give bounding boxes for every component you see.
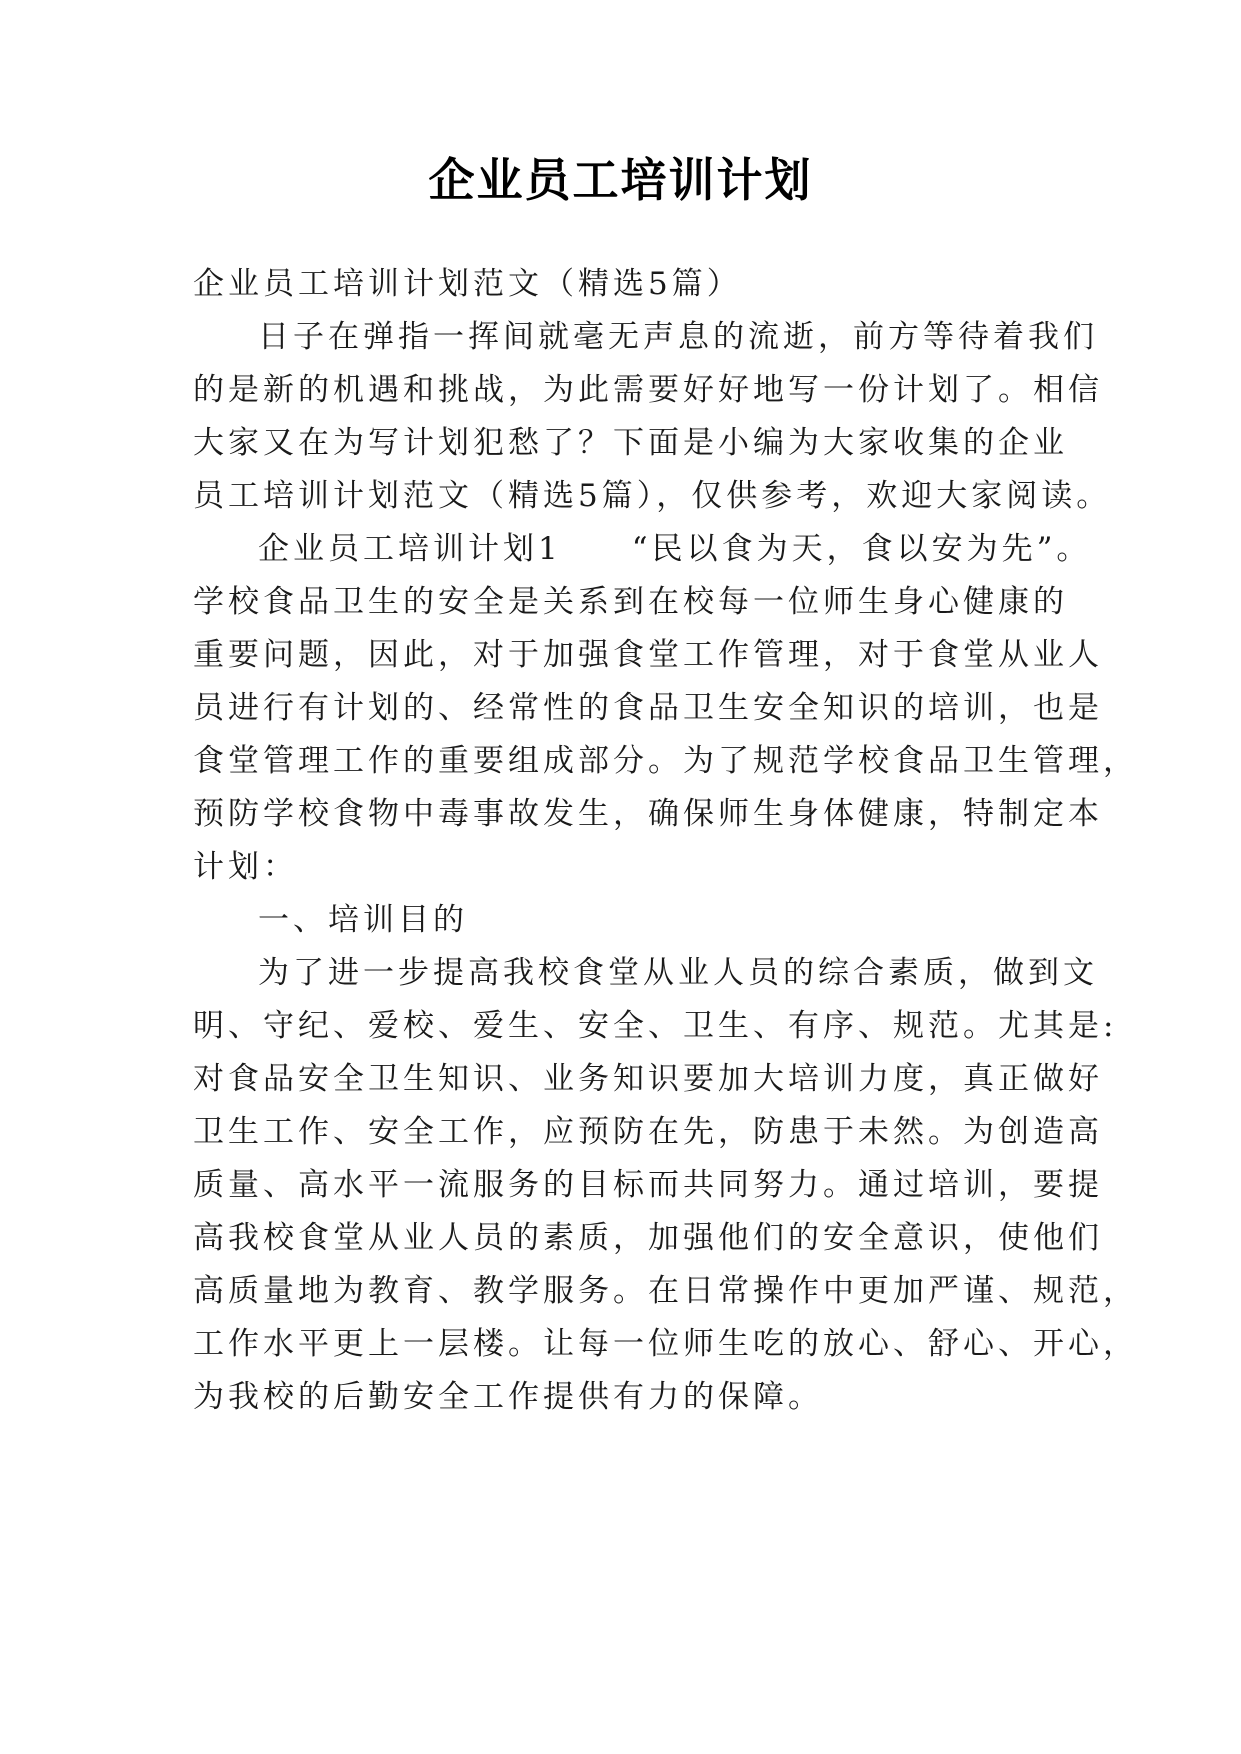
body-line: 质量、高水平一流服务的目标而共同努力。通过培训，要提	[193, 1167, 1103, 1203]
body-line: 高我校食堂从业人员的素质，加强他们的安全意识，使他们	[193, 1220, 1103, 1256]
body-line: 大家又在为写计划犯愁了？下面是小编为大家收集的企业	[193, 425, 1068, 461]
body-line: 学校食品卫生的安全是关系到在校每一位师生身心健康的	[193, 584, 1068, 620]
body-line: 为了进一步提高我校食堂从业人员的综合素质，做到文	[258, 955, 1098, 991]
body-line: 食堂管理工作的重要组成部分。为了规范学校食品卫生管理，	[193, 743, 1138, 779]
body-line: 卫生工作、安全工作，应预防在先，防患于未然。为创造高	[193, 1114, 1103, 1150]
body-line: 高质量地为教育、教学服务。在日常操作中更加严谨、规范，	[193, 1273, 1138, 1309]
body-line: 计划：	[193, 849, 298, 885]
subtitle-line: 企业员工培训计划范文（精选5篇）	[193, 266, 742, 302]
body-line: 重要问题，因此，对于加强食堂工作管理，对于食堂从业人	[193, 637, 1103, 673]
body-line: 员进行有计划的、经常性的食品卫生安全知识的培训，也是	[193, 690, 1103, 726]
body-line: 预防学校食物中毒事故发生，确保师生身体健康，特制定本	[193, 796, 1103, 832]
body-line: 工作水平更上一层楼。让每一位师生吃的放心、舒心、开心，	[193, 1326, 1138, 1362]
body-line: 日子在弹指一挥间就毫无声息的流逝，前方等待着我们	[258, 319, 1098, 355]
section-heading: 一、培训目的	[258, 902, 468, 938]
body-line: 明、守纪、爱校、爱生、安全、卫生、有序、规范。尤其是:	[193, 1008, 1118, 1044]
body-line: 对食品安全卫生知识、业务知识要加大培训力度，真正做好	[193, 1061, 1103, 1097]
body-line: 企业员工培训计划1 “民以食为天，食以安为先”。	[258, 531, 1092, 567]
document-title: 企业员工培训计划	[428, 153, 813, 207]
body-line: 的是新的机遇和挑战，为此需要好好地写一份计划了。相信	[193, 372, 1103, 408]
body-line: 员工培训计划范文（精选5篇），仅供参考，欢迎大家阅读。	[193, 478, 1112, 514]
body-line: 为我校的后勤安全工作提供有力的保障。	[193, 1379, 823, 1415]
